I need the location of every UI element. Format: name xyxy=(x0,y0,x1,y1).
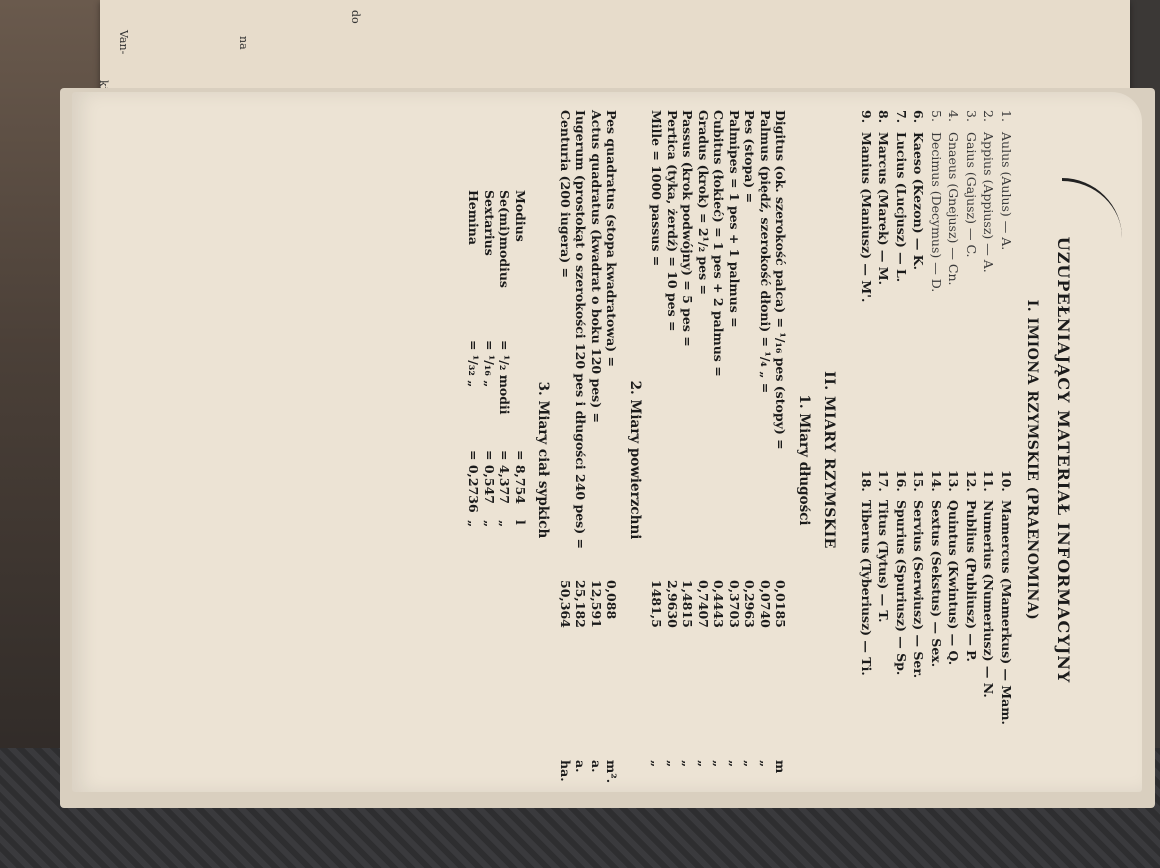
previous-page xyxy=(100,0,1130,98)
table-row: Pertica (tyka, żerdź) = 10 pes = 2,9630 „ xyxy=(665,110,680,768)
list-item: 9. Manius (Maniusz) — M'. xyxy=(859,110,874,303)
subsection-heading-length: 1. Miary długości xyxy=(796,394,812,526)
top-page-fragment: do xyxy=(349,10,362,24)
area-measures-table xyxy=(558,110,620,810)
list-item: 14. Sextus (Sekstus) — Sex. xyxy=(929,470,944,668)
length-measures-table xyxy=(649,110,789,810)
page-content xyxy=(112,110,1072,810)
table-row: Iugerum (prostokąt o szerokości 120 pes i długości 240 pes) = 25,182 a. xyxy=(573,110,589,773)
table-row: Sextarius = ¹/₁₆ „ = 0,547 „ xyxy=(482,190,497,528)
list-item: 17. Titus (Tytus) — T. xyxy=(876,470,892,623)
table-row: Palmipes = 1 pes + 1 palmus = 0,3703 „ xyxy=(727,110,742,768)
table-row: Mille = 1000 passus = 1481,5 „ xyxy=(649,110,665,768)
list-item: 8. Marcus (Marek) — M. xyxy=(876,110,892,285)
names-column-right xyxy=(858,470,1016,810)
top-page-fragment: Van- xyxy=(117,30,130,55)
table-row: Modius = 8,754 l xyxy=(513,190,528,525)
table-row: Pes (stopa) = 0,2963 „ xyxy=(742,110,758,768)
list-item: 7. Lucius (Lucjusz) — L. xyxy=(894,110,909,283)
list-item: 1. Aulus (Aulus) — A. xyxy=(999,110,1014,251)
table-row: Passus (krok podwójny) = 5 pes = 1,4815 „ xyxy=(680,110,696,768)
list-item: 4. Gnaeus (Gnejusz) — Cn. xyxy=(946,110,962,286)
book-page xyxy=(72,92,1142,792)
table-row: Actus quadratus (kwadrat o boku 120 pes) = 12,591 a. xyxy=(589,110,604,773)
list-item: 13. Quintus (Kwintus) — Q. xyxy=(946,470,962,666)
list-item: 12. Publius (Publiusz) — P. xyxy=(964,470,979,662)
list-item: 18. Tiberus (Tyberiusz) — Ti. xyxy=(859,470,874,676)
table-row: Centuria (200 iugera) = 50,364 ha. xyxy=(558,110,573,782)
table-row: Pes quadratus (stopa kwadratowa) = 0,088 m². xyxy=(604,110,620,784)
names-column-left xyxy=(858,110,1016,450)
section-heading-names: I. IMIONA RZYMSKIE (PRAENOMINA) xyxy=(1024,299,1041,621)
list-item: 16. Spurius (Spuriusz) — Sp. xyxy=(894,470,909,676)
subsection-heading-dry: 3. Miary ciał sypkich xyxy=(535,381,552,539)
page-curl xyxy=(1062,178,1122,241)
list-item: 10. Mamercus (Mamerkus) — Mam. xyxy=(999,470,1014,725)
list-item: 6. Kaeso (Kezon) — K. xyxy=(911,110,927,270)
table-row: Digitus (ok. szerokość palca) = ¹/₁₆ pes (stopy) = 0,0185 m xyxy=(773,110,789,774)
table-row: Palmus (piędź, szerokość dłoni) = ¹/₄ „ = 0,0740 „ xyxy=(758,110,773,768)
table-row: Hemina = ¹/₃₂ „ = 0,2736 „ xyxy=(466,190,482,528)
list-item: 2. Appius (Appiusz) — A. xyxy=(981,110,997,273)
list-item: 11. Numerius (Numeriusz) — N. xyxy=(981,470,997,698)
list-item: 5. Decimus (Decymus) — D. xyxy=(929,110,944,293)
page-title: UZUPEŁNIAJĄCY MATERIAŁ INFORMACYJNY xyxy=(1054,236,1073,684)
section-heading-measures: II. MIARY RZYMSKIE xyxy=(821,371,838,549)
list-item: 15. Servius (Serwiusz) — Ser. xyxy=(911,470,927,679)
list-item: 3. Gaius (Gajusz) — C. xyxy=(964,110,979,258)
names-list xyxy=(858,110,1016,810)
top-page-fragment: na xyxy=(237,36,250,50)
table-row: Cubitus (łokieć) = 1 pes + 2 palmus = 0,4443 „ xyxy=(711,110,727,768)
table-row: Se(mi)modius = ¹/₂ modii = 4,377 „ xyxy=(497,190,513,528)
dry-measures-table xyxy=(466,110,528,810)
subsection-heading-area: 2. Miary powierzchni xyxy=(627,380,643,540)
table-row: Gradus (krok) = 2¹/₂ pes = 0,7407 „ xyxy=(696,110,711,768)
